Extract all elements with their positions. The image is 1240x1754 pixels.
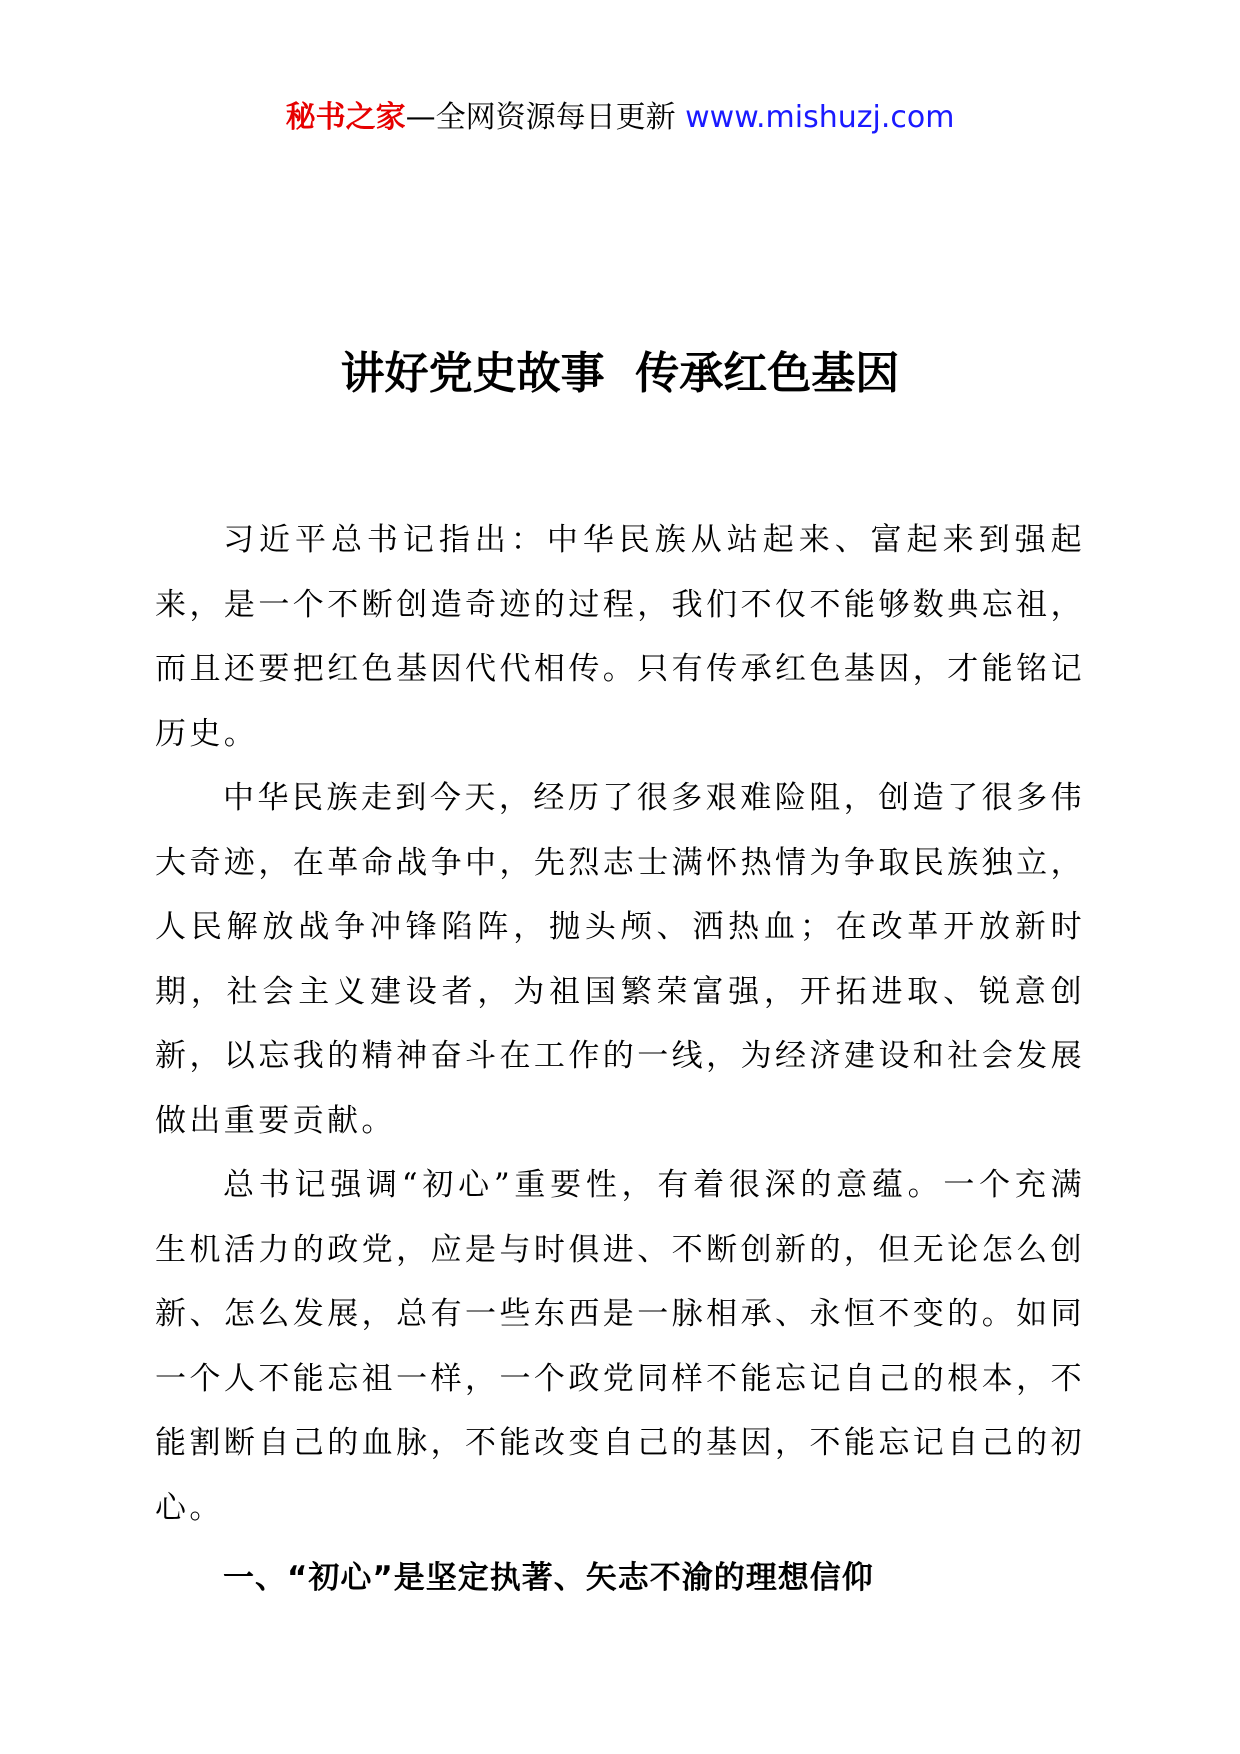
document-body [155, 508, 1085, 1610]
site-tagline: —全网资源每日更新 [405, 100, 676, 135]
site-header [0, 98, 1240, 138]
paragraph: 习近平总书记指出：中华民族从站起来、富起来到强起来，是一个不断创造奇迹的过程，我们不仅不能够数典忘祖，而且还要把红色基因代代相传。只有传承红色基因，才能铭记历史。 [155, 522, 1085, 752]
document-title: 讲好党史故事 传承红色基因 [340, 348, 900, 399]
paragraph: 总书记强调“初心”重要性，有着很深的意蕴。一个充满生机活力的政党，应是与时俱进、不断创新的，但无论怎么创新、怎么发展，总有一些东西是一脉相承、永恒不变的。如同一个人不能忘祖一样，一个政党同样不能忘记自己的根本，不能割断自己的血脉，不能改变自己的基因，不能忘记自己的初心。 [155, 1167, 1085, 1526]
section-heading: 一、“初心”是坚定执著、矢志不渝的理想信仰 [223, 1560, 874, 1596]
paragraph: 中华民族走到今天，经历了很多艰难险阻，创造了很多伟大奇迹，在革命战争中，先烈志士满怀热情为争取民族独立，人民解放战争冲锋陷阵，抛头颅、洒热血；在改革开放新时期，社会主义建设者，为祖国繁荣富强，开拓进取、锐意创新，以忘我的精神奋斗在工作的一线，为经济建设和社会发展做出重要贡献。 [155, 780, 1085, 1139]
site-brand: 秘书之家 [285, 100, 406, 135]
site-url-link[interactable]: www.mishuzj.com [685, 100, 955, 135]
